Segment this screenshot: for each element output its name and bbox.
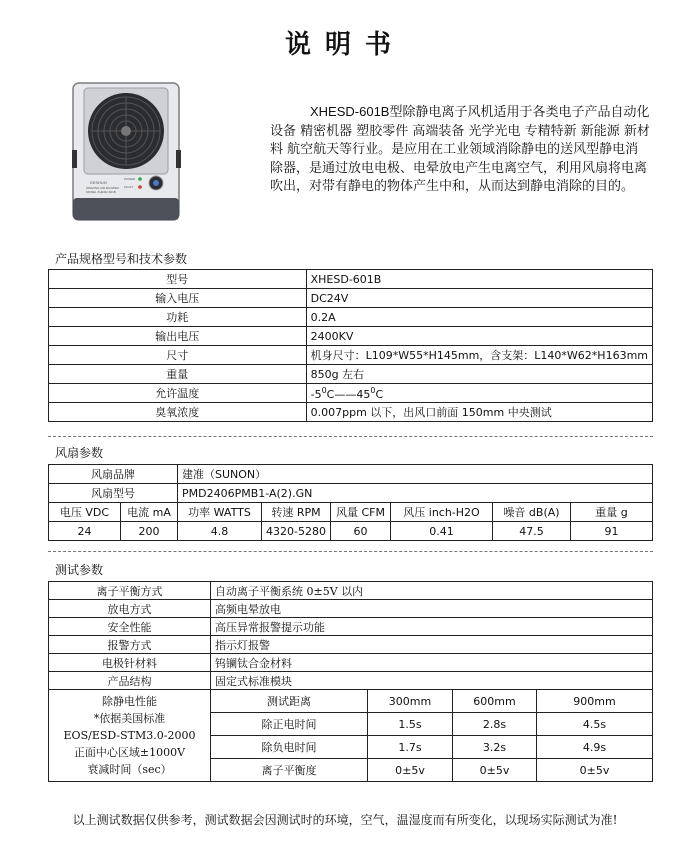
spec-label: 允许温度	[49, 384, 307, 403]
spec-value: 机身尺寸：L109*W55*H145mm，含支架：L140*W62*H163mm	[306, 346, 652, 365]
fan-header: 风量 CFM	[331, 503, 391, 522]
test-value: 高压异常报警提示功能	[211, 618, 653, 636]
perf-value: 1.7s	[368, 736, 453, 759]
svg-text:MODEL XHESD-601B: MODEL XHESD-601B	[86, 190, 116, 194]
test-row	[49, 618, 653, 636]
divider	[48, 436, 653, 437]
perf-value: 3.2s	[453, 736, 537, 759]
fan-value: 0.41	[391, 522, 493, 541]
intro-model: XHESD-601B	[310, 104, 390, 119]
fan-header: 转速 RPM	[262, 503, 331, 522]
test-label: 放电方式	[49, 600, 211, 618]
fan-table	[48, 464, 653, 541]
fan-model-label: 风扇型号	[49, 484, 178, 503]
test-label: 报警方式	[49, 636, 211, 654]
test-value: 钨镧钛合金材料	[211, 654, 653, 672]
test-heading: 测试参数	[55, 563, 104, 577]
test-row	[49, 582, 653, 600]
spec-value: 0.2A	[306, 308, 652, 327]
perf-value: 0±5v	[537, 759, 653, 782]
spec-value: XHESD-601B	[306, 270, 652, 289]
performance-label-line: *依据美国标准	[93, 712, 166, 725]
fan-value: 4.8	[178, 522, 262, 541]
fan-header: 功率 WATTS	[178, 503, 262, 522]
fan-value: 4320-5280	[262, 522, 331, 541]
performance-label-line: 正面中心区域±1000V	[73, 746, 186, 759]
footer-note: 以上测试数据仅供参考，测试数据会因测试时的环境，空气，温湿度而有所变化，以现场实际测试为准!	[72, 813, 618, 827]
spec-row	[49, 365, 653, 384]
perf-row-label: 离子平衡度	[211, 759, 368, 782]
spec-value: 0.007ppm 以下，出风口前面 150mm 中央测试	[306, 403, 652, 422]
spec-value	[306, 384, 652, 403]
fan-value: 24	[49, 522, 121, 541]
test-row	[49, 654, 653, 672]
spec-row	[49, 289, 653, 308]
divider	[48, 551, 653, 552]
test-row	[49, 636, 653, 654]
perf-value: 2.8s	[453, 713, 537, 736]
svg-text:POWER: POWER	[124, 177, 136, 181]
fan-header: 重量 g	[571, 503, 653, 522]
fan-value: 200	[121, 522, 178, 541]
product-image	[72, 80, 182, 222]
test-label: 产品结构	[49, 672, 211, 690]
perf-row-label: 除正电时间	[211, 713, 368, 736]
temp-min: -5	[310, 387, 322, 401]
spec-row	[49, 308, 653, 327]
spec-value: DC24V	[306, 289, 652, 308]
fan-header-row	[49, 503, 653, 522]
test-value: 高频电晕放电	[211, 600, 653, 618]
spec-label: 型号	[49, 270, 307, 289]
test-row	[49, 600, 653, 618]
performance-label-line: 除静电性能	[102, 695, 157, 708]
spec-label: 尺寸	[49, 346, 307, 365]
degree-mark: 0	[370, 385, 376, 395]
test-value: 自动离子平衡系统 0±5V 以内	[211, 582, 653, 600]
fan-header: 噪音 dB(A)	[493, 503, 571, 522]
perf-row-label: 除负电时间	[211, 736, 368, 759]
spec-row	[49, 270, 653, 289]
performance-label-line: EOS/ESD-STM3.0-2000	[63, 729, 196, 742]
test-value: 固定式标准模块	[211, 672, 653, 690]
spec-label: 臭氧浓度	[49, 403, 307, 422]
perf-value: 0±5v	[453, 759, 537, 782]
spec-row	[49, 327, 653, 346]
perf-header: 900mm	[537, 690, 653, 713]
test-table	[48, 581, 653, 782]
fan-header: 风压 inch-H2O	[391, 503, 493, 522]
perf-header: 测试距离	[211, 690, 368, 713]
test-value: 指示灯报警	[211, 636, 653, 654]
intro-paragraph	[270, 103, 650, 197]
perf-header-row	[49, 690, 653, 713]
intro-text: 型除静电离子风机适用于各类电子产品自动化设备 精密机器 塑胶零件 高端装备 光学光电 专精特新 新能源 新材料 航空航天等行业。是应用在工业领域消除静电的送风型静电消除器，是通过放电电极、电晕放电产生电离空气，利用风扇将电离吹出，对带有静电的物体产生中和，从而达到静电消除的目的。	[270, 105, 650, 194]
performance-label	[49, 690, 211, 782]
spec-label: 重量	[49, 365, 307, 384]
temp-unit: C	[375, 387, 384, 401]
perf-value: 4.9s	[537, 736, 653, 759]
spec-row	[49, 346, 653, 365]
fan-values-row	[49, 522, 653, 541]
spec-heading: 产品规格型号和技术参数	[55, 252, 188, 266]
perf-value: 4.5s	[537, 713, 653, 736]
spec-label: 输入电压	[49, 289, 307, 308]
test-row	[49, 672, 653, 690]
svg-text:IONIZING AIR BLOWER: IONIZING AIR BLOWER	[86, 186, 119, 190]
spec-label: 功耗	[49, 308, 307, 327]
spec-label: 输出电压	[49, 327, 307, 346]
fan-value: 47.5	[493, 522, 571, 541]
fan-model-value: PMD2406PMB1-A(2).GN	[178, 484, 653, 503]
fan-brand-label: 风扇品牌	[49, 465, 178, 484]
spec-value: 850g 左右	[306, 365, 652, 384]
test-label: 安全性能	[49, 618, 211, 636]
brand-label: KESHUN	[90, 180, 107, 185]
perf-value: 1.5s	[368, 713, 453, 736]
fan-header: 电流 mA	[121, 503, 178, 522]
perf-header: 600mm	[453, 690, 537, 713]
test-label: 离子平衡方式	[49, 582, 211, 600]
fan-value: 60	[331, 522, 391, 541]
svg-text:FAULT: FAULT	[124, 185, 134, 189]
fan-header: 电压 VDC	[49, 503, 121, 522]
degree-mark: 0	[321, 385, 327, 395]
perf-header: 300mm	[368, 690, 453, 713]
temp-range: C——45	[326, 387, 371, 401]
spec-table	[48, 269, 653, 422]
fan-heading: 风扇参数	[55, 446, 104, 460]
fan-brand-value: 建准（SUNON）	[178, 465, 653, 484]
perf-value: 0±5v	[368, 759, 453, 782]
test-label: 电极针材料	[49, 654, 211, 672]
document-title: 说明书	[284, 30, 405, 60]
spec-row	[49, 403, 653, 422]
spec-row	[49, 384, 653, 403]
fan-value: 91	[571, 522, 653, 541]
performance-label-line: 衰减时间（sec）	[87, 763, 172, 776]
spec-value: 2400KV	[306, 327, 652, 346]
